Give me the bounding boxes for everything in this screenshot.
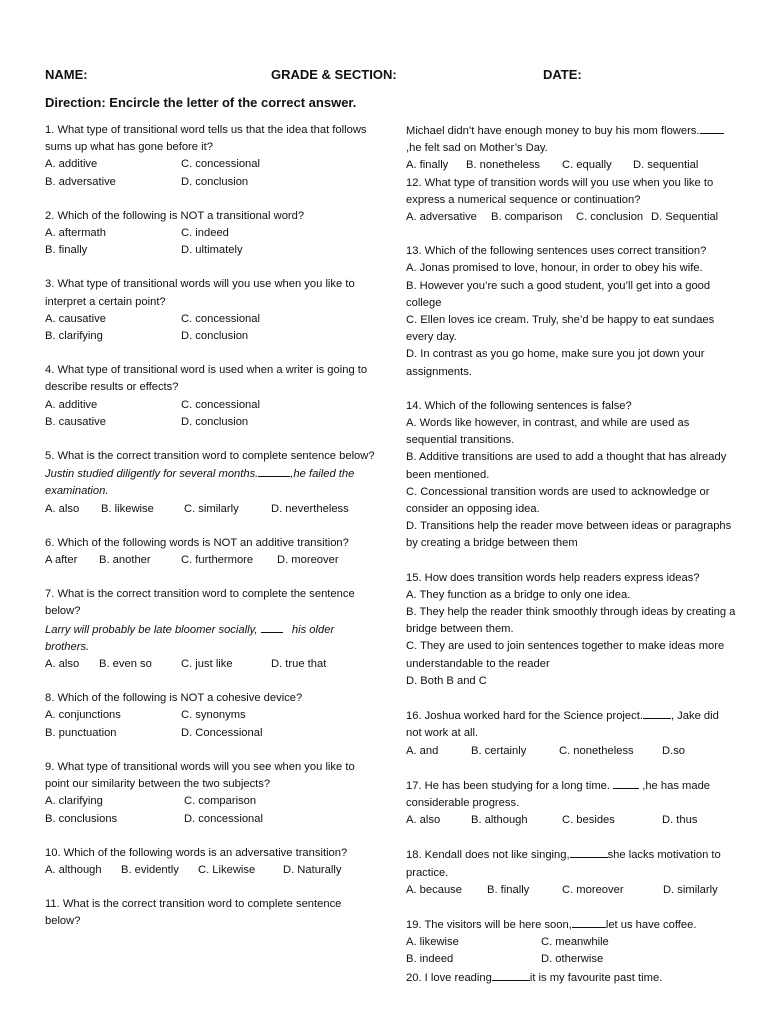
option-c[interactable]: C. synonyms bbox=[181, 709, 246, 722]
question-11 bbox=[45, 896, 375, 930]
question-20 bbox=[406, 969, 736, 987]
sentence-part-b: his older brothers. bbox=[45, 623, 335, 653]
option-a[interactable]: A. because bbox=[406, 883, 462, 896]
option-a[interactable]: A. and bbox=[406, 744, 439, 757]
question-stem: 7. What is the correct transition word to complete the sentence below? bbox=[45, 588, 355, 618]
option-a[interactable]: A. although bbox=[45, 863, 102, 876]
question-10 bbox=[45, 845, 375, 879]
option-d[interactable]: D. otherwise bbox=[541, 953, 604, 966]
question-12-stem: 12. What type of transition words will you use when you like to express a numerical sequence or continuation? bbox=[406, 176, 714, 206]
option-d[interactable]: D. moreover bbox=[277, 554, 339, 567]
options bbox=[406, 882, 736, 899]
sentence-part-a: Michael didn’t have enough money to buy his mom flowers. bbox=[406, 125, 700, 137]
question-stem: 5. What is the correct transition word to complete sentence below? bbox=[45, 450, 375, 463]
option-c[interactable]: C. besides bbox=[562, 814, 615, 827]
question-17 bbox=[406, 777, 736, 830]
stem-part-a: 18. Kendall does not like singing, bbox=[406, 849, 570, 862]
option-c[interactable]: C. just like bbox=[181, 658, 233, 671]
sentence-part-a: Justin studied diligently for several months. bbox=[45, 468, 259, 481]
options bbox=[406, 157, 736, 174]
options bbox=[45, 156, 375, 190]
question-4 bbox=[45, 362, 375, 431]
stem-part-b: it is my favourite past time. bbox=[529, 971, 663, 984]
option-d[interactable]: D. conclusion bbox=[181, 415, 249, 428]
option-a[interactable]: A. also bbox=[45, 658, 80, 671]
question-sentence bbox=[45, 465, 375, 500]
question-9 bbox=[45, 759, 375, 828]
option-b[interactable]: B. certainly bbox=[471, 744, 527, 757]
option-b[interactable]: B. Additive transitions are used to add a thought that has already been mentioned. bbox=[406, 451, 727, 481]
options bbox=[45, 225, 375, 259]
option-d[interactable]: D. nevertheless bbox=[271, 502, 349, 515]
options bbox=[45, 311, 375, 345]
question-7 bbox=[45, 586, 375, 673]
option-d[interactable]: D. thus bbox=[662, 814, 698, 827]
options bbox=[45, 793, 375, 827]
question-stem: 11. What is the correct transition word to complete sentence below? bbox=[45, 898, 342, 928]
option-c[interactable]: C. Concessional transition words are used to acknowledge or consider an opposing idea. bbox=[406, 485, 710, 516]
answer-blank bbox=[258, 465, 290, 477]
grade-section-label: GRADE & SECTION: bbox=[271, 67, 397, 82]
options bbox=[45, 656, 375, 673]
question-stem bbox=[406, 969, 736, 987]
question-stem: 14. Which of the following sentences is false? bbox=[406, 399, 632, 412]
question-stem: 9. What type of transitional words will you see when you like to point our similarity between the two subjects? bbox=[45, 760, 355, 791]
option-d[interactable]: D. Transitions help the reader move between ideas or paragraphs by creating a bridge between them bbox=[406, 520, 732, 550]
date-label: DATE: bbox=[543, 67, 582, 82]
question-14 bbox=[406, 398, 736, 553]
option-c[interactable]: C. furthermore bbox=[181, 554, 254, 567]
question-13 bbox=[406, 243, 736, 381]
question-stem: 3. What type of transitional words will you use when you like to interpret a certain point? bbox=[45, 278, 355, 308]
stem-part-a: 16. Joshua worked hard for the Science project. bbox=[406, 710, 643, 723]
question-stem: 1. What type of transitional word tells us that the idea that follows sums up what has gone before it? bbox=[45, 124, 367, 154]
option-a[interactable]: A. also bbox=[45, 502, 80, 515]
option-b[interactable]: B. evidently bbox=[121, 863, 179, 876]
option-a[interactable]: A. also bbox=[406, 814, 441, 827]
option-b[interactable]: B. punctuation bbox=[45, 726, 117, 739]
stem-part-a: 17. He has been studying for a long time. bbox=[406, 779, 610, 792]
option-b[interactable]: B. likewise bbox=[101, 502, 154, 515]
stem-part-b: she lacks motivation to practice. bbox=[406, 849, 721, 879]
stem-part-b: ,he has made considerable progress. bbox=[406, 779, 711, 809]
option-c[interactable]: C. Ellen loves ice cream. Truly, she’d be happy to eat sundaes every day. bbox=[406, 314, 715, 344]
question-stem: 6. Which of the following words is NOT an additive transition? bbox=[45, 536, 349, 549]
question-stem: 8. Which of the following is NOT a cohesive device? bbox=[45, 692, 303, 705]
option-d[interactable]: D. sequential bbox=[633, 159, 699, 172]
direction-text: Direction: Encircle the letter of the correct answer. bbox=[45, 95, 357, 110]
question-6 bbox=[45, 535, 375, 569]
option-b[interactable]: B. conclusions bbox=[45, 812, 118, 825]
options bbox=[406, 743, 736, 760]
stem-part-b: , Jake did not work at all. bbox=[406, 710, 719, 740]
option-c[interactable]: C. They are used to join sentences together to make ideas more understandable to the reader bbox=[406, 640, 725, 670]
option-c[interactable]: C. concessional bbox=[181, 158, 260, 171]
option-d[interactable]: D. true that bbox=[271, 658, 327, 671]
option-d[interactable]: D. conclusion bbox=[181, 175, 249, 188]
answer-blank bbox=[261, 621, 283, 633]
answer-blank bbox=[572, 916, 606, 928]
option-b[interactable]: B. finally bbox=[45, 244, 88, 257]
option-b[interactable]: B. nonetheless bbox=[466, 159, 541, 172]
option-b[interactable]: B. another bbox=[99, 554, 151, 567]
option-c[interactable]: C. comparison bbox=[184, 795, 257, 808]
sentence-part-a: Larry will probably be late bloomer socially, bbox=[45, 623, 258, 636]
answer-blank bbox=[643, 707, 671, 719]
option-a[interactable]: A. additive bbox=[45, 158, 98, 171]
option-c[interactable]: C. concessional bbox=[181, 312, 260, 325]
option-d[interactable]: D. conclusion bbox=[181, 330, 249, 343]
answer-blank bbox=[492, 969, 530, 981]
answer-blank bbox=[570, 846, 608, 858]
option-b[interactable]: B. clarifying bbox=[45, 330, 103, 343]
option-a[interactable]: A. additive bbox=[45, 398, 98, 411]
question-15 bbox=[406, 570, 736, 690]
question-18 bbox=[406, 846, 736, 899]
question-3 bbox=[45, 276, 375, 345]
name-label: NAME: bbox=[45, 67, 88, 82]
option-b[interactable]: B. comparison bbox=[491, 211, 563, 224]
option-c[interactable]: C. similarly bbox=[184, 502, 239, 515]
option-c[interactable]: C. Likewise bbox=[198, 863, 256, 876]
option-d[interactable]: D. Concessional bbox=[181, 726, 263, 739]
question-stem bbox=[406, 707, 736, 742]
stem-part-a: 20. I love reading bbox=[406, 971, 492, 984]
option-a[interactable]: A. aftermath bbox=[45, 227, 106, 240]
option-c[interactable]: C. equally bbox=[562, 159, 612, 172]
answer-blank bbox=[700, 122, 724, 134]
options bbox=[406, 812, 736, 829]
option-c[interactable]: C. indeed bbox=[181, 227, 229, 240]
option-d[interactable]: D. ultimately bbox=[181, 244, 243, 257]
question-stem: 4. What type of transitional word is used when a writer is going to describe results or effects? bbox=[45, 364, 368, 394]
options bbox=[45, 501, 375, 518]
option-c[interactable]: C. concessional bbox=[181, 398, 260, 411]
question-stem bbox=[406, 916, 736, 934]
option-b[interactable]: B. However you’re such a good student, you’ll get into a good college bbox=[406, 279, 711, 309]
option-a[interactable]: A. They function as a bridge to only one idea. bbox=[406, 588, 631, 601]
options bbox=[406, 934, 736, 968]
stem-part-a: 19. The visitors will be here soon, bbox=[406, 918, 572, 931]
option-b[interactable]: B. although bbox=[471, 814, 528, 827]
right-column bbox=[406, 122, 736, 987]
option-c[interactable]: C. meanwhile bbox=[541, 936, 609, 949]
answer-blank bbox=[613, 777, 639, 789]
question-19 bbox=[406, 916, 736, 969]
options bbox=[45, 552, 375, 569]
option-c[interactable]: C. conclusion bbox=[576, 211, 644, 224]
option-a[interactable]: A. Words like however, in contrast, and while are used as sequential transitions. bbox=[406, 417, 690, 447]
option-a[interactable]: A. finally bbox=[406, 159, 449, 172]
option-b[interactable]: B. adversative bbox=[45, 175, 116, 188]
options bbox=[45, 707, 375, 741]
option-b[interactable]: B. causative bbox=[45, 415, 106, 428]
question-2 bbox=[45, 208, 375, 260]
option-d[interactable]: D. In contrast as you go home, make sure you jot down your assignments. bbox=[406, 348, 705, 378]
option-d[interactable]: D. Sequential bbox=[651, 211, 719, 224]
option-b[interactable]: B. finally bbox=[487, 883, 530, 896]
question-12-options bbox=[406, 209, 736, 226]
option-a[interactable]: A. clarifying bbox=[45, 795, 103, 808]
question-1 bbox=[45, 122, 375, 191]
option-a[interactable]: A. adversative bbox=[406, 211, 477, 224]
option-a[interactable]: A after bbox=[45, 554, 78, 567]
option-a[interactable]: A. Jonas promised to love, honour, in order to obey his wife. bbox=[406, 262, 703, 275]
question-stem: 2. Which of the following is NOT a transitional word? bbox=[45, 209, 305, 222]
option-d[interactable]: D. Both B and C bbox=[406, 674, 487, 687]
question-stem: 13. Which of the following sentences uses correct transition? bbox=[406, 245, 707, 258]
question-stem bbox=[406, 846, 736, 881]
options bbox=[45, 862, 375, 879]
left-column bbox=[45, 122, 375, 931]
sentence-part-b: ,he felt sad on Mother’s Day. bbox=[406, 142, 548, 155]
option-a[interactable]: A. causative bbox=[45, 312, 106, 325]
question-16 bbox=[406, 707, 736, 760]
question-stem: 15. How does transition words help readers express ideas? bbox=[406, 571, 700, 584]
option-b[interactable]: B. indeed bbox=[406, 953, 454, 966]
question-11-continued bbox=[406, 122, 736, 226]
question-8 bbox=[45, 690, 375, 742]
option-c[interactable]: C. nonetheless bbox=[559, 744, 634, 757]
question-sentence bbox=[406, 122, 736, 157]
option-b[interactable]: B. even so bbox=[99, 658, 152, 671]
option-d[interactable]: D. Naturally bbox=[283, 863, 342, 876]
option-b[interactable]: B. They help the reader think smoothly through ideas by creating a bridge between them. bbox=[406, 606, 736, 636]
stem-part-b: let us have coffee. bbox=[605, 918, 697, 931]
option-d[interactable]: D. similarly bbox=[663, 883, 718, 896]
option-c[interactable]: C. moreover bbox=[562, 883, 624, 896]
option-a[interactable]: A. conjunctions bbox=[45, 709, 121, 722]
question-sentence bbox=[45, 621, 375, 656]
question-stem: 10. Which of the following words is an adversative transition? bbox=[45, 846, 348, 859]
option-d[interactable]: D. concessional bbox=[184, 812, 263, 825]
option-a[interactable]: A. likewise bbox=[406, 936, 459, 949]
question-stem bbox=[406, 777, 736, 812]
question-5 bbox=[45, 448, 375, 518]
options bbox=[45, 397, 375, 431]
option-d[interactable]: D.so bbox=[662, 744, 686, 757]
sentence-part-b: ,he failed the examination. bbox=[45, 468, 355, 498]
